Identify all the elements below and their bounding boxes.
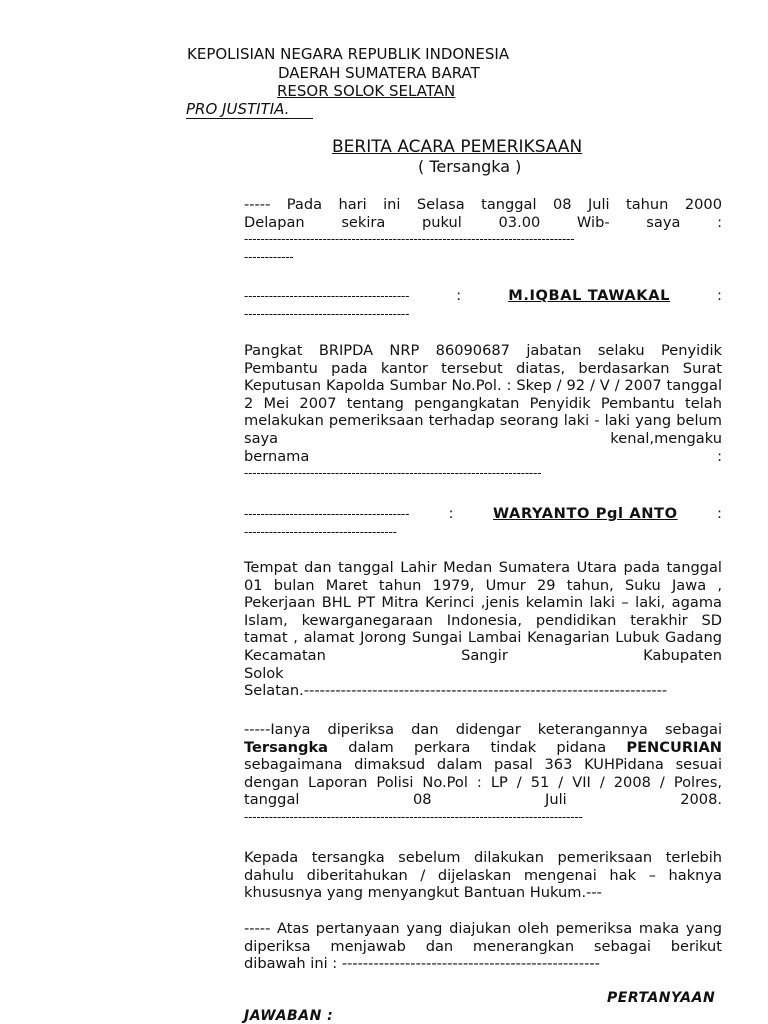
case-line-1: -----Ianya diperiksa dan didengar keterangannya sebagai: [244, 721, 722, 738]
case-mid-text: dalam perkara tindak pidana: [328, 738, 627, 756]
document-subtitle: ( Tersangka ): [418, 157, 522, 176]
examiner-details-colon: :: [717, 447, 722, 465]
rights-last-line: khususnya yang menyangkut Bantuan Hukum.---: [244, 884, 602, 902]
document-title: BERITA ACARA PEMERIKSAAN: [332, 137, 583, 157]
case-body: [244, 739, 722, 792]
case-role: Tersangka: [244, 738, 329, 756]
suspect-details-selatan: Selatan.---------------------------------------------------------------------: [244, 682, 668, 700]
suspect-colon: :: [717, 505, 722, 522]
suspect-block: [244, 505, 722, 541]
statement-paragraph: [244, 920, 722, 973]
examiner-colon: :: [717, 287, 722, 304]
suspect-details-paragraph: [244, 559, 722, 700]
statement-text: ----- Atas pertanyaan yang diajukan oleh pemeriksa maka yang diperiksa menjawab dan menerangkan sebagai berikut: [244, 920, 722, 955]
case-crime: PENCURIAN: [626, 738, 722, 756]
header-resort: RESOR SOLOK SELATAN: [277, 82, 456, 100]
case-dash: ----------------------------------------------------------------------------------: [244, 809, 583, 824]
pro-justitia-underline: [186, 118, 313, 119]
opening-paragraph: [244, 196, 722, 266]
suspect-name: WARYANTO Pgl ANTO: [493, 505, 678, 522]
header-region: DAERAH SUMATERA BARAT: [278, 64, 480, 82]
examiner-dash-after: ----------------------------------------: [244, 306, 410, 321]
examiner-details-last-line: [244, 448, 722, 466]
opening-line-2: Delapan sekira pukul 03.00 Wib- saya :: [244, 213, 722, 231]
opening-line-1: ----- Pada hari ini Selasa tanggal 08 Juli tahun 2000: [244, 196, 722, 213]
header-institution: KEPOLISIAN NEGARA REPUBLIK INDONESIA: [187, 45, 510, 63]
suspect-details-text: Tempat dan tanggal Lahir Medan Sumatera Utara pada tanggal 01 bulan Maret tahun 1979, Umur 29 tahun, Suku Jawa , Pekerjaan BHL PT Mitra Kerinci ,jenis kelamin laki – laki, agama Islam, kewarganegaraan Indonesia, pendidikan terakhir SD tamat , alamat Jorong Sungai Lambai Kenagarian Lubuk Gadang Kecamatan Sangir Kabupaten: [244, 559, 722, 664]
pro-justitia: [186, 100, 289, 118]
examiner-details-text: Pangkat BRIPDA NRP 86090687 jabatan selaku Penyidik Pembantu pada kantor tersebut diatas, berdasarkan Surat Keputusan Kapolda Sumbar No.Pol. : Skep / 92 / V / 2007 tanggal 2 Mei 2007 tentang pengangkatan Penyidik Pembantu telah melakukan pemeriksaan terhadap seorang laki - laki yang belum saya kenal,mengaku: [244, 342, 722, 447]
examiner-block: [244, 287, 722, 323]
examiner-name: M.IQBAL TAWAKAL: [508, 287, 671, 304]
case-rest-text: sebagaimana dimaksud dalam pasal 363 KUHPidana sesuai dengan Laporan Polisi No.Pol : LP / 51 / VII / 2008 / Polres,: [244, 756, 722, 791]
answer-heading: JAWABAN :: [244, 1008, 334, 1024]
case-date-line: tanggal 08 Juli 2008.: [244, 791, 722, 809]
pro-justitia-label: PRO JUSTITIA.: [186, 100, 290, 118]
examiner-details-last-word: bernama: [244, 447, 310, 465]
examiner-dash-before: ----------------------------------------: [244, 289, 410, 303]
rights-paragraph: [244, 849, 722, 902]
suspect-line: [244, 505, 722, 524]
opening-dash-2: ------------: [244, 249, 294, 264]
suspect-separator: :: [448, 505, 454, 522]
question-heading: PERTANYAAN: [607, 990, 716, 1006]
examiner-details-paragraph: [244, 342, 722, 483]
suspect-dash-before: ----------------------------------------: [244, 507, 410, 521]
suspect-dash-after: -------------------------------------: [244, 524, 397, 539]
case-paragraph: [244, 721, 722, 827]
opening-dash-1: --------------------------------------------------------------------------------: [244, 232, 575, 247]
examiner-line: [244, 287, 722, 306]
suspect-details-solok: Solok: [244, 664, 284, 682]
examiner-separator: :: [456, 287, 462, 304]
statement-last-line: dibawah ini : -------------------------------------------------: [244, 955, 600, 973]
examiner-details-dash: ------------------------------------------------------------------------: [244, 466, 542, 481]
rights-text: Kepada tersangka sebelum dilakukan pemeriksaan terlebih dahulu diberitahukan / dijelaskan mengenai hak – haknya: [244, 849, 722, 884]
